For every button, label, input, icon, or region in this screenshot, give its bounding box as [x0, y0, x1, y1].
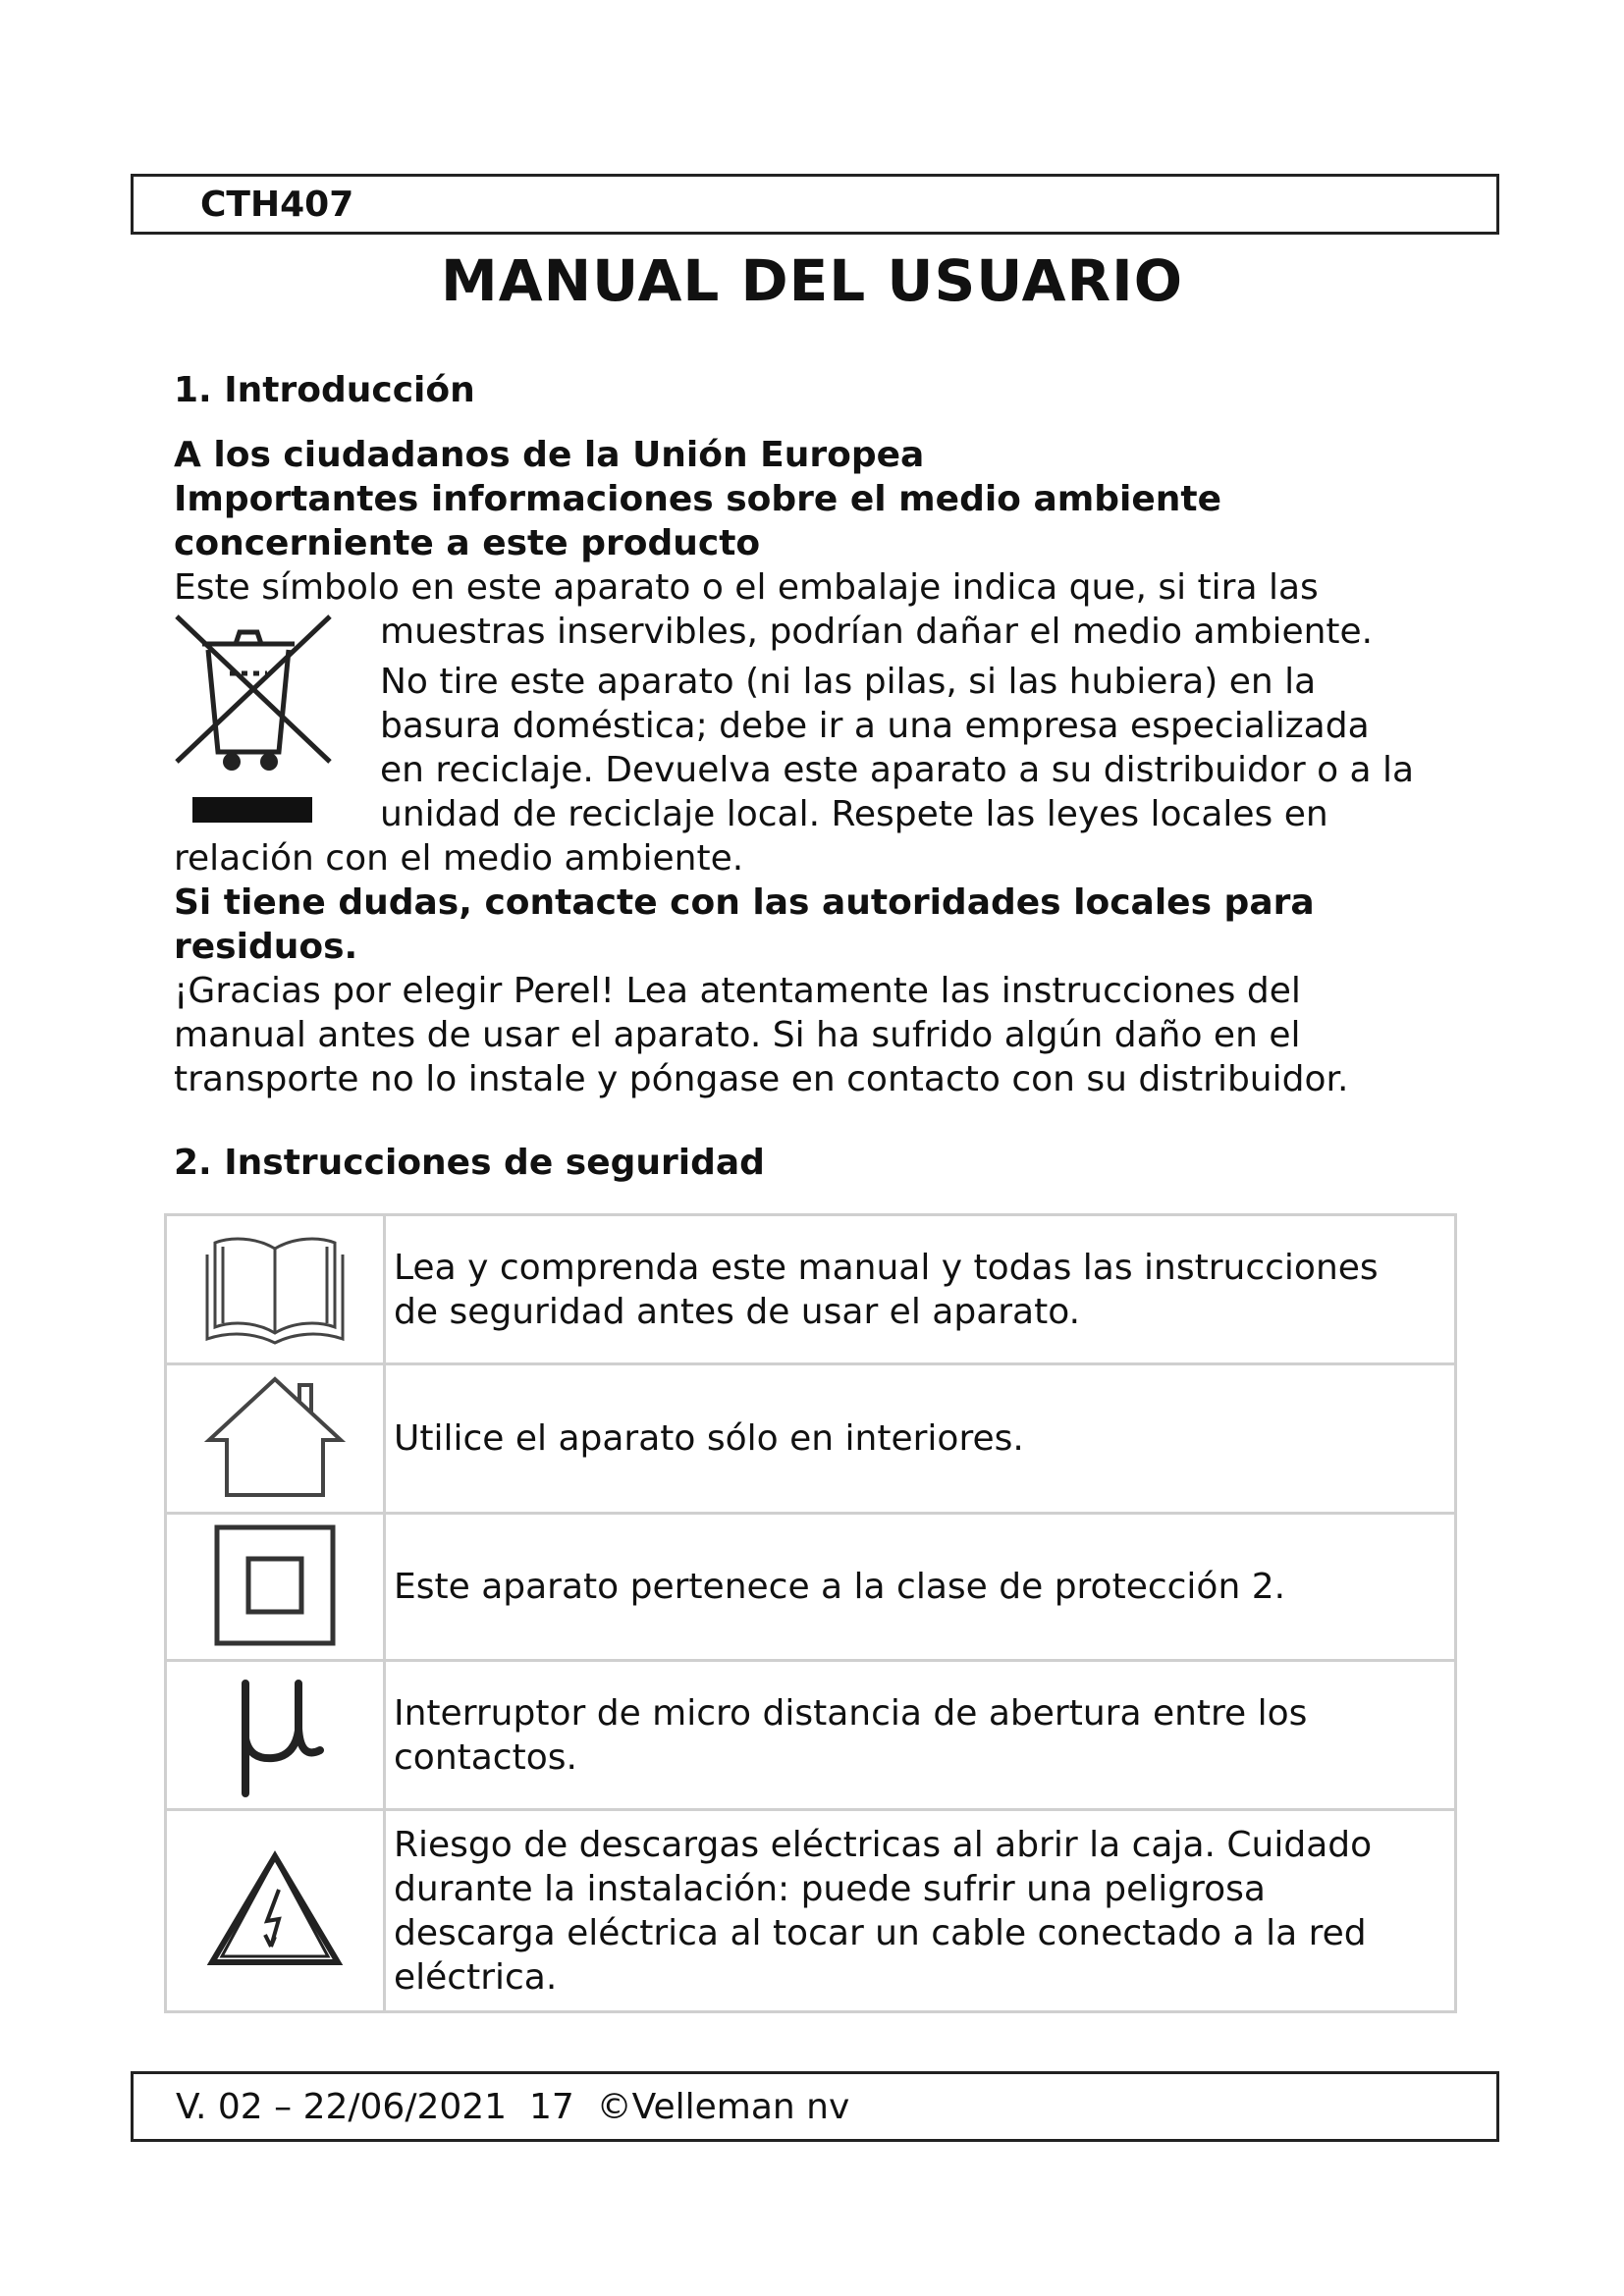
safety-text-line: Este aparato pertenece a la clase de protección 2.: [394, 1567, 1286, 1607]
section-1-heading: 1. Introducción: [174, 370, 475, 410]
safety-text-line: Lea y comprenda este manual y todas las instrucciones: [394, 1247, 1379, 1288]
table-row: [166, 1514, 1456, 1661]
safety-text-line: descarga eléctrica al tocar un cable conectado a la red: [394, 1912, 1367, 1953]
read-manual-icon: [201, 1229, 349, 1347]
table-row: [166, 1661, 1456, 1810]
page-title: MANUAL DEL USUARIO: [440, 247, 1184, 314]
micro-switch-mu-icon: [216, 1670, 334, 1797]
env-text-line: relación con el medio ambiente.: [174, 838, 744, 879]
safety-text-line: de seguridad antes de usar el aparato.: [394, 1291, 1081, 1332]
env-text-line: en reciclaje. Devuelva este aparato a su distribuidor o a la: [380, 750, 1415, 790]
env-text-line: No tire este aparato (ni las pilas, si las hubiera) en la: [380, 662, 1317, 702]
model-number: CTH407: [200, 185, 354, 225]
env-text-line: basura doméstica; debe ir a una empresa especializada: [380, 706, 1370, 746]
safety-table: [164, 1213, 1457, 2013]
doubt-line: Si tiene dudas, contacte con las autoridades locales para: [174, 882, 1315, 923]
safety-text-line: Utilice el aparato sólo en interiores.: [394, 1418, 1024, 1459]
safety-text-line: eléctrica.: [394, 1956, 558, 1998]
safety-text-line: Riesgo de descargas eléctricas al abrir la caja. Cuidado: [394, 1824, 1373, 1865]
env-text-line: Este símbolo en este aparato o el embalaje indica que, si tira las: [174, 567, 1319, 608]
safety-text-line: durante la instalación: puede sufrir una peligrosa: [394, 1868, 1266, 1909]
table-row: [166, 1215, 1456, 1364]
env-text-line: muestras inservibles, podrían dañar el medio ambiente.: [380, 612, 1374, 652]
footer-text: V. 02 – 22/06/2021 17 ©Velleman nv: [176, 2087, 850, 2127]
safety-text-line: contactos.: [394, 1736, 577, 1778]
class-2-double-square-icon: [211, 1522, 339, 1649]
table-row: [166, 1364, 1456, 1514]
thanks-line: manual antes de usar el aparato. Si ha sufrido algún daño en el: [174, 1015, 1301, 1055]
doubt-line: residuos.: [174, 927, 358, 967]
header-box: [131, 174, 1499, 235]
section-2-heading: 2. Instrucciones de seguridad: [174, 1143, 765, 1183]
footer-box: [131, 2071, 1499, 2142]
thanks-line: ¡Gracias por elegir Perel! Lea atentamente las instrucciones del: [174, 971, 1301, 1011]
env-info-line-2: concerniente a este producto: [174, 523, 761, 563]
indoor-house-icon: [201, 1373, 349, 1501]
weee-bin-icon: [175, 614, 332, 830]
safety-text-line: Interruptor de micro distancia de abertura entre los: [394, 1692, 1308, 1734]
eu-citizens-line: A los ciudadanos de la Unión Europea: [174, 435, 925, 475]
thanks-line: transporte no lo instale y póngase en contacto con su distribuidor.: [174, 1059, 1349, 1099]
table-row: [166, 1810, 1456, 2012]
electric-shock-warning-icon: [206, 1850, 344, 1968]
env-text-line: unidad de reciclaje local. Respete las leyes locales en: [380, 794, 1328, 834]
env-info-line: Importantes informaciones sobre el medio ambiente: [174, 479, 1222, 519]
